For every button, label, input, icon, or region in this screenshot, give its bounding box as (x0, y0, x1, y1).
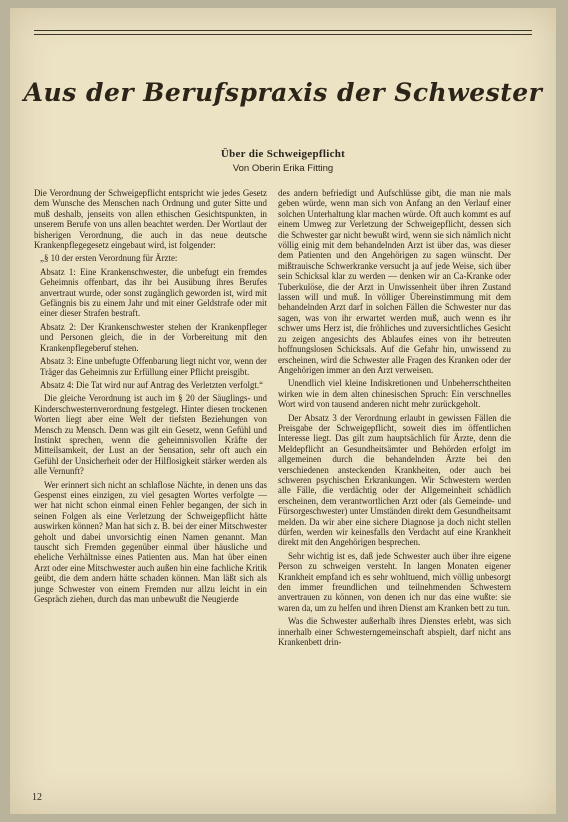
paragraph: Die Verordnung der Schweigepflicht entspricht wie jedes Gesetz dem Wunsche des Menschen nach Ordnung und guter Sitte und muß deshalb, jenseits von allen ethischen Gesichtspunkten, in unserem Berufe von uns allen beachtet werden. Der Wortlaut der bisherigen Verordnung, die auch in das neue deutsche Krankenpflegegesetz eingebaut wird, ist folgender: (34, 188, 267, 251)
paragraph: Absatz 2: Der Krankenschwester stehen der Krankenpfleger und Personen gleich, die in der Vorbereitung mit den Krankenpflegeberuf stehen. (40, 321, 267, 353)
paragraph: Was die Schwester außerhalb ihres Dienstes erlebt, was sich innerhalb einer Schwesterngemeinschaft abspielt, darf nicht ans Krankenbett drin- (278, 616, 511, 648)
paragraph: Sehr wichtig ist es, daß jede Schwester auch über ihre eigene Person zu schweigen versteht. In langen Monaten eigener Krankheit empfand ich es sehr wohltuend, mich völlig unbesorgt den immer freundlichen und teilnehmenden Schwestern anvertrauen zu können, von denen ich nur das eine wußte: sie waren da, um zu helfen und ihren Dienst am Kranken bett zu tun. (278, 550, 511, 613)
top-rule (34, 30, 532, 31)
paragraph: Der Absatz 3 der Verordnung erlaubt in gewissen Fällen die Preisgabe der Schweigepflicht, soweit dies im öffentlichen Interesse liegt. Das gilt zum hauptsächlich für Ärzte, denn die Meldepflicht an Gesundheitsämter und Behörden erfolgt im allgemeinen durch die behandelnden Ärzte bei den verschiedenen ansteckenden Krankheiten, oder auch bei schweren psychischen Erkrankungen. Wir Schwestern werden alle Fälle, die verdächtig oder der Allgemeinheit schädlich erscheinen, dem verantwortlichen Arzt oder (als Gemeinde- und Fürsorgeschwester) unter Umständen direkt dem Gesundheitsamt melden. Da wir aber eine sichere Diagnose ja doch nicht stellen dürfen, werden wir keinesfalls den Verdacht auf eine Krankheit direkt mit den Angehörigen besprechen. (278, 412, 511, 548)
paragraph: des andern befriedigt und Aufschlüsse gibt, die man nie mals geben würde, wenn man sich von Anfang an den Verlauf einer solchen Unterhaltung klar machen würde. Oft auch kommt es auf einem Umweg zur Verletzung der Schweigepflicht, dessen sich die Schwester gar nicht bewußt wird, wenn sie sich nämlich nicht völlig einig mit dem behandelnden Arzt ist über das, was dieser dem Patienten und den Angehörigen zu sagen wünscht. Der mißtrauische Schwerkranke versucht ja auf jede Weise, sich über sein Schicksal klar zu werden — denken wir an Ca-Kranke oder Tuberkulöse, die der Arzt in Unwissenheit über ihren Zustand lassen will und muß. In völliger Übereinstimmung mit dem behandelnden Arzt darf in solchen Fällen die Schwester nur das sagen, was von ihr erwartet werden muß, auch wenn es ihr schwer ums Herz ist, die fröhliches und zuversichtliches Gesicht zu zeigen angesichts des Ablaufes eines von ihr betreuten hoffnungslosen Schicksals. Auf die Gefahr hin, unwissend zu erscheinen, wird die Schwester alle Fragen des Kranken oder der Angehörigen immer an den Arzt verweisen. (278, 188, 511, 375)
article-title: Über die Schweigepflicht (220, 148, 346, 160)
page-number: 12 (32, 792, 42, 803)
paragraph: Die gleiche Verordnung ist auch im § 20 der Säuglings- und Kinderschwesternverordnung festgelegt. Hinter diesen trockenen Worten liegt aber eine Welt der tiefsten Beziehungen von Mensch zu Mensch. Denn was gilt ein Gesetz, wenn Gefühl und Instinkt sprechen, wenn die geheimnisvollen Kräfte der Mitteilsamkeit, der Lust an der Sensation, sehr oft auch ein Gefühl der Unsicherheit oder der Hilflosigkeit stärker werden als alle Vernunft? (34, 393, 267, 477)
paragraph: Absatz 4: Die Tat wird nur auf Antrag des Verletzten verfolgt.“ (40, 379, 264, 390)
right-column (278, 188, 511, 788)
paragraph: Absatz 3: Eine unbefugte Offenbarung liegt nicht vor, wenn der Träger das Geheimnis zur Erfüllung einer Pflicht preisgibt. (40, 356, 267, 377)
document-page (10, 8, 556, 814)
left-column (34, 188, 267, 788)
paragraph: Wer erinnert sich nicht an schlaflose Nächte, in denen uns das Gespenst eines einzigen, zu viel gesagten Wortes verfolgte — wer hat nicht schon einmal einen Fehler begangen, der sich in seinen Folgen als eine Verletzung der Schweigepflicht hätte auswirken können? Man hat sich z. B. bei der einer Mitschwester geholt und dabei unvorsichtig einen Namen genannt. Man tauscht sich Fremden gegenüber einmal über häusliche und eheliche Verhältnisse eines Patienten aus. Man hat über einen Arzt oder eine Mitschwester auch außen hin eine fachliche Kritik geübt, die dem andern hätte schaden können. Man läßt sich als junge Schwester von einem Fremden nur allzu leicht in ein Gespräch ziehen, durch das man unbewußt die Neugierde (34, 479, 267, 605)
paragraph: Absatz 1: Eine Krankenschwester, die unbefugt ein fremdes Geheimnis offenbart, das ihr bei Ausübung ihres Berufes anvertraut wurde, oder sonst zugänglich geworden ist, wird mit Gefängnis bis zu einem Jahr und mit einer Geldstrafe oder mit einer dieser Strafen bestraft. (40, 266, 267, 319)
top-rule-double (34, 34, 532, 35)
paragraph: Unendlich viel kleine Indiskretionen und Unbeherrschtheiten wirken wie in dem alten chinesischen Spruch: Ein verschnelles Wort wird von tausend anderen nicht mehr zurückgeholt. (278, 378, 511, 410)
section-title: Aus der Berufspraxis der Schwester (23, 78, 543, 107)
article-byline: Von Oberin Erika Fitting (232, 163, 334, 174)
paragraph: „§ 10 der ersten Verordnung für Ärzte: (40, 253, 178, 264)
